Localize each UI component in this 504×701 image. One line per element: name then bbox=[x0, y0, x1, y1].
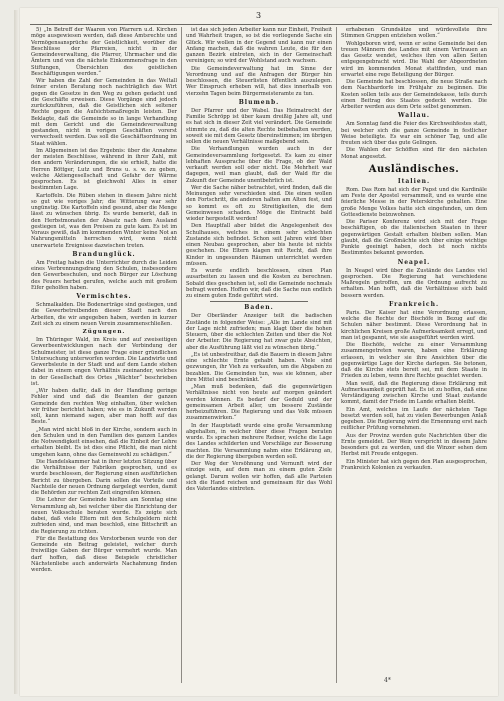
article-paragraph: Die Wahlen der Schöffen sind für den nächsten Monat angesetzt. bbox=[341, 147, 487, 160]
section-heading: Vermischtes. bbox=[76, 293, 132, 300]
article-paragraph: Die Verhandlungen wurden auch in der Gemeindeversammlung fortgesetzt. Es kam zu einer lebhaften Aussprache über die Frage, ob der Wald verkauft werden soll oder nicht. Die Mehrheit war dagegen, weil man glaubt, daß der Wald für die Zukunft der Gemeinde unentbehrlich ist. bbox=[186, 146, 332, 184]
article-paragraph: Für die Bestattung des Verstorbenen wurde von der Gemeinde ein Beitrag geleistet, welcher durch freiwillige Gaben der Bürger vermehrt wurde. Man darf hoffen, daß diese Beispiele christlicher Nächstenliebe auch anderwärts Nachahmung finden werden. bbox=[31, 535, 177, 573]
article-paragraph: „Es ist unbestreitbar, daß die Bauern in diesem Jahre eine schlechte Ernte gehabt haben. Viele sind gezwungen, ihr Vieh zu verkaufen, um die Abgaben zu bezahlen. Die Gemeinden tun, was sie können, aber ihre Mittel sind beschränkt.“ bbox=[186, 351, 332, 383]
article-paragraph: „Man wird nicht bloß in der Kirche, sondern auch in den Schulen und in den Familien des ganzen Landes die Notwendigkeit einsehen, daß die Einheit der Lehre erhalten bleibt. Es ist dies eine Pflicht, die man nicht umgehen kann, ohne das Gemeinwohl zu schädigen.“ bbox=[31, 426, 177, 458]
article-paragraph: Kartoffeln. Die Rüben stehen in diesem Jahre nicht so gut wie voriges Jahr; die Witterung war sehr ungünstig. Die Kartoffeln sind gesund, aber die Menge lässt zu wünschen übrig. Es wurde bemerkt, daß in den Herbstmonaten der Absatz nach dem Ausland gestiegen ist, was den Preisen zu gute kam. Es ist im Voraus gewiß, daß im kommenden Winter keine Not an Nahrungsmitteln herrschen wird, wenn nicht unerwartete Ereignisse dazwischen treten. bbox=[31, 192, 177, 249]
article-paragraph: In der Hauptstadt wurde eine große Versammlung abgehalten, in welcher über diese Fragen beraten wurde. Es sprachen mehrere Redner, welche die Lage des Landes schilderten und Vorschläge zur Besserung machten. Die Versammlung nahm eine Erklärung an, die der Regierung übergeben werden soll. bbox=[186, 422, 332, 460]
article-paragraph: Die Gemeindeverwaltung hat im Sinne der Verordnung und auf die Anfragen der Bürger hin beschlossen, die Steuerlisten öffentlich auszulegen. Wer Einspruch erheben will, hat dies innerhalb von vierzehn Tagen beim Bürgermeisteramte zu tun. bbox=[186, 65, 332, 97]
article-paragraph: Es wurde endlich beschlossen, einen Plan ausarbeiten zu lassen und die Kosten zu berechnen. Sobald dies geschehen ist, soll die Gemeinde nochmals befragt werden. Hoffen wir, daß die Sache nun endlich zu einem guten Ende geführt wird. bbox=[186, 268, 332, 299]
article-paragraph: Ein Minister hat sich gegen den Plan ausgesprochen, Frankreich Kolonien zu verkaufen. bbox=[341, 458, 487, 471]
column-2 bbox=[186, 27, 332, 683]
article-paragraph: Schmalkalden. Die Bodenerträge sind gestiegen, und die Gewerbetreibenden dieser Stadt nach den Arbeiten, die wir angegeben haben, werden in kurzer Zeit sich zu einem neuen Verein zusammenschließen. bbox=[31, 302, 177, 327]
article-paragraph: Im Thüringer Wald, im Kreis und auf zweiseitigen Gewerbeentwicklungen nach der Verbindung der Schulmeister, ist diese ganze Frage einer gründlichen Untersuchung unterworfen worden. Die Landwirte und Gewerbsleute in der Stadt und auf dem Lande stehen dabei in einem engen Verhältnis zueinander, welches in der Gesellschaft des Ortes „Wächter“ beschrieben ist. bbox=[31, 337, 177, 387]
section-heading: Neapel. bbox=[397, 258, 431, 266]
article-paragraph: Am Freitag haben die Unterrichter durch die Leiden eines Verbrennungsdrang den Schulen, insbesondere den Gewerbeschulen, und noch Bürger zur Löschung des Feuers herbei gerufen, welche auch mit großem Eifer geholfen haben. bbox=[31, 259, 177, 291]
column-divider bbox=[336, 27, 337, 683]
article-paragraph: Wir haben die Zahl der Gemeinden in das Weltall feiner ersten Beratung noch nachträglich das Wirt gegen die Gesetze in den Weg zu gehen gedacht und die Geschäfte erweisen. Diese Vorgänge sind jedoch zurückzuführen, daß die Geistlichen sich seltener Rechte gegen die Aufsichtsmaßregeln leisten. Der Beklagte, daß die Gemeinde so in lange Verhandlung mit dem Gericht und die Gemeindeverwaltung gestanden, nicht in vorigen Geschäften vorerst verwechselt werden. Das soll die Geschäftsordnung im Staat wählen. bbox=[31, 78, 177, 147]
article-paragraph: 5) „In Betreff der Waaren von Pfarrern u.d. Kirchen möge ausgewiesen werden, daß diese Amtsrechte und Vermögensansprüche der Geistlichkeit, worüber die Beschlüsse der Pfarreien, nicht in der Gemeindeverwaltung, die Pfarrer, Uhrmacher und die Ämtern und von die nächste Einkommensfrage in den Stiftungen, Übersichten des geistlichen Beschäftigungen werden.“ bbox=[31, 27, 177, 77]
section-heading: Blumenb. bbox=[238, 98, 280, 106]
article-paragraph: „Wir haben dafür, daß in der Handlung geringe Fehler sind und daß die Beamten der ganzen Gemeinde den rechten Weg einhalten, über welchen wir früher berichtet haben; wie es in Zukunft werden soll, kann niemand sagen, aber man hofft auf das Beste.“ bbox=[31, 388, 177, 426]
header-rule bbox=[30, 24, 492, 25]
article-paragraph: Den Hauptfall aber bildet die Angelegenheit des Schulhauses, welches in einem sehr schlechten Zustande sich befindet. Schon seit Jahren wird über einen Neubau gesprochen, aber bis heute ist nichts geschehen. Die Eltern klagen mit Recht, daß ihre Kinder in ungesunden Räumen unterrichtet werden müssen. bbox=[186, 223, 332, 267]
column-1 bbox=[31, 27, 177, 683]
section-heading: Baden. bbox=[244, 304, 274, 312]
footer-signature-mark: 4* bbox=[384, 677, 391, 684]
article-paragraph: Die Handelskammer hat in ihrer letzten Sitzung über die Verhältnisse der Fabriken gesprochen, und es wurde beschlossen, der Regierung einen ausführlichen Bericht zu übergeben. Darin sollen die Vorteile und Nachteile der neuen Ordnung dargelegt werden, damit die Behörden zur rechten Zeit eingreifen können. bbox=[31, 458, 177, 496]
section-heading: Wallau. bbox=[397, 112, 430, 120]
page-edge bbox=[14, 10, 18, 694]
article-paragraph: erhabenen Grundsätze und würdevollste ihre Stimmen Gruppen entziehen wollen.“ bbox=[341, 27, 487, 40]
column-3 bbox=[341, 27, 487, 683]
article-paragraph: Wohlgeboren wird, wenn er seine Gemeinde bei den treuen Männern des Landes mit einem Vertrauen an das Gesetz wendet, welches ihm von allen Seiten entgegengebracht wird. Die Wahl der Abgeordneten wird im kommenden Monat stattfinden, und man erwartet eine rege Beteiligung der Bürger. bbox=[341, 40, 487, 78]
section-heading: Italien. bbox=[397, 177, 431, 185]
article-paragraph: Der Oberländer Anzeiger teilt die badischen Zustände in folgender Weise: „Alle im Lande sind mit der Lage nicht zufrieden; man klagt über die hohen Steuern, über die schlechten Zeiten und über die Not der Arbeiter. Die Regierung hat zwar gute Absichten, aber die Ausführung läßt viel zu wünschen übrig.“ bbox=[186, 313, 332, 351]
article-paragraph: Paris. Der Kaiser hat eine Verordnung erlassen, welche die Rechte der Bischöfe in Bezug auf die Schulen näher bestimmt. Diese Verordnung hat in kirchlichen Kreisen große Aufmerksamkeit erregt, und man ist gespannt, wie sie ausgeführt werden wird. bbox=[341, 309, 487, 341]
article-paragraph: Rom. Das Rom hat sich der Papst und die Kardinäle am Feste der Apostel versammelt, und es wurde eine feierliche Messe in der Peterskirche gehalten. Eine große Menge Volkes hatte sich eingefunden, um dem Gottesdienste beizuwohnen. bbox=[341, 186, 487, 218]
article-paragraph: Im Allgemeinen ist das Ergebnis: über die Annahme der meisten Beschlüsse, während in ihrer Zahl, mit den andern Veränderungen, die sie erhielt, hatte die Herren Böttger, Lutz und Bruns u. s. w. zu geben, welche Aktiengesellschaft und Gefahr der Wärme gesprochen. Es ist gleichwohl Alles in einer bestimmten Lage. bbox=[31, 147, 177, 192]
article-paragraph: Man weiß, daß die Regierung diese Erklärung mit Aufmerksamkeit geprüft hat. Es ist zu hoffen, daß eine Verständigung zwischen Kirche und Staat zustande kommt, damit der Friede im Lande erhalten bleibt. bbox=[341, 380, 487, 406]
article-paragraph: Der Weg der Versöhnung und Vernunft wird der einzige sein, auf dem man zu einem guten Ziele gelangt. Darum wollen wir hoffen, daß alle Parteien sich die Hand reichen und gemeinsam für das Wohl des Vaterlandes eintreten. bbox=[186, 461, 332, 492]
page-number: 3 bbox=[255, 11, 263, 20]
article-paragraph: Die Pariser Konferenz wird sich mit der Frage beschäftigen, ob die italienischen Staaten in ihrer gegenwärtigen Gestalt erhalten bleiben sollen. Man glaubt, daß die Großmächte sich über einige wichtige Punkte geeinigt haben, doch ist noch nichts Bestimmtes bekannt geworden. bbox=[341, 219, 487, 257]
article-paragraph: ist das sich jeden Arbeiter kann nur Einheit, Freiheit und Wahrheit tragen, so ist die vorliegende Sache ein Glück. Wir wollen in der Gegend und kann nur einen Anfang machen, daß die wahren Leute, die für den ganzen Bezirk eintreten, sich in der Gemeinschaft vereinigen; so wird der Wohlstand auch wachsen. bbox=[186, 27, 332, 65]
article-paragraph: Wer die Sache näher betrachtet, wird finden, daß die Meinungen sehr verschieden sind. Die einen wollen den Fortschritt, die anderen halten am Alten fest, und so kommt es oft zu Streitigkeiten, die dem Gemeinwesen schaden. Möge die Eintracht bald wieder hergestellt werden! bbox=[186, 184, 332, 222]
section-title: Ausländisches. bbox=[368, 163, 460, 175]
article-paragraph: „Man muß bedenken, daß die gegenwärtigen Verhältnisse nicht von heute auf morgen geändert werden können. Es bedarf der Geduld und der gemeinsamen Arbeit aller, um bessere Zustände herbeizuführen. Die Regierung und das Volk müssen zusammenwirken.“ bbox=[186, 384, 332, 422]
article-paragraph: Die Lehrer der Gemeinde hielten am Sonntag eine Versammlung ab, bei welcher über die Einrichtung der neuen Volksschule beraten wurde. Es zeigte sich dabei, daß viele Eltern mit den Schulgeldern nicht zufrieden sind, und man beschloß, eine Bittschrift an die Regierung zu richten. bbox=[31, 497, 177, 535]
section-heading: Frankreich. bbox=[388, 300, 440, 308]
section-divider bbox=[210, 301, 308, 302]
article-paragraph: Ein Amt, welches im Laufe der nächsten Tage besetzt werden soll, hat zu vielen Bewerbungen Anlaß gegeben. Die Regierung wird die Ernennung erst nach reiflicher Prüfung vornehmen. bbox=[341, 406, 487, 432]
article-paragraph: Der Pfarrer und der Wabel. Das Heimatrecht der Familie Schröpp ist über kaum dreißig Jahre alt, und es hat sich in dieser Zeit viel verändert. Die Gemeinde stimmte zu, daß die alten Rechte beibehalten werden, soweit sie mit dem Gesetz übereinstimmen; im übrigen sollen die neuen Verhältnisse maßgebend sein. bbox=[186, 107, 332, 145]
newspaper-page bbox=[20, 8, 498, 696]
section-heading: Zügungen. bbox=[82, 329, 126, 335]
article-paragraph: In Neapel wird über die Zustände des Landes viel gesprochen. Die Regierung hat verschiedene Maßregeln getroffen, um die Ordnung aufrecht zu erhalten. Man hofft, daß die Verhältnisse sich bald bessern werden. bbox=[341, 267, 487, 299]
column-divider bbox=[181, 27, 182, 683]
article-paragraph: Am Sonntag fand die Feier des Kirchweihfestes statt, bei welcher sich die ganze Gemeinde in festlicher Weise beteiligte. Es war ein schöner Tag, und alle freuten sich über das gute Gelingen. bbox=[341, 121, 487, 146]
article-paragraph: Aus der Provinz werden gute Nachrichten über die Ernte gemeldet. Der Wein verspricht in diesem Jahre besonders gut zu werden, und die Winzer sehen dem Herbst mit Freude entgegen. bbox=[341, 432, 487, 458]
article-paragraph: Die Gemeinde hat beschlossen, die neue Straße nach dem Nachbardorfe im Frühjahr zu beginnen. Die Kosten sollen teils aus der Gemeindekasse, teils durch einen Beitrag des Staates gedeckt werden. Die Arbeiter werden aus dem Orte selbst genommen. bbox=[341, 79, 487, 110]
section-heading: Brandunglück. bbox=[72, 250, 136, 258]
article-paragraph: Die Bischöfe, welche zu einer Versammlung zusammengetreten waren, haben eine Erklärung erlassen, in welcher sie ihre Ansichten über die gegenwärtige Lage der Kirche darlegen. Sie betonen, daß die Kirche stets bereit sei, mit dem Staate in Frieden zu leben, wenn ihre Rechte geachtet werden. bbox=[341, 342, 487, 380]
